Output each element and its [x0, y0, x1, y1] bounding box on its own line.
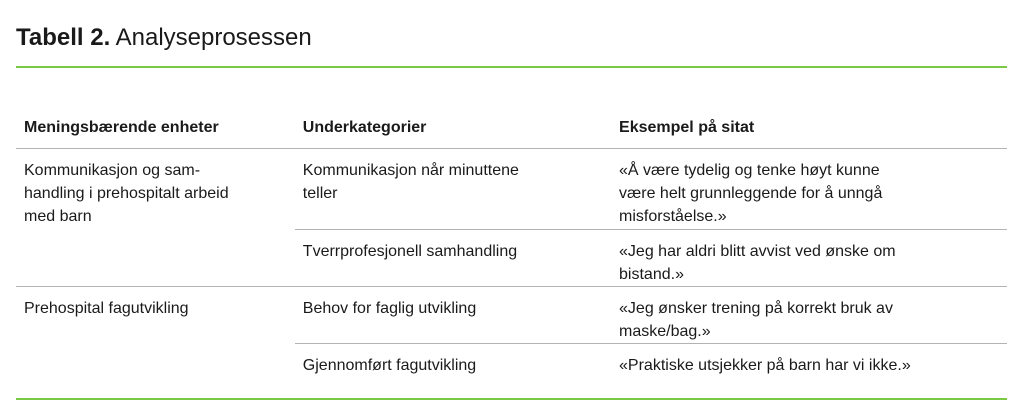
- table-header-row: [16, 108, 1007, 149]
- table-title: [16, 22, 312, 54]
- unit-cell: Kommunikasjon og sam- handling i prehospitalt arbeid med barn: [16, 149, 295, 287]
- column-header-units: Meningsbærende enheter: [16, 108, 295, 149]
- quote-cell: «Jeg ønsker trening på korrekt bruk av maske/bag.»: [611, 287, 1007, 344]
- subcategory-cell: Kommunikasjon når minuttene teller: [295, 149, 611, 230]
- table-row: [16, 149, 1007, 230]
- quote-cell: «Praktiske utsjekker på barn har vi ikke.»: [619, 357, 911, 374]
- bottom-green-rule: [16, 398, 1007, 400]
- column-header-quote: Eksempel på sitat: [611, 108, 1007, 149]
- quote-cell: «Jeg har aldri blitt avvist ved ønske om bistand.»: [611, 230, 1007, 287]
- subcategory-cell: Tverrprofesjonell samhandling: [295, 230, 611, 287]
- quote-cell: «Å være tydelig og tenke høyt kunne være helt grunnleggende for å unngå misforståelse.»: [611, 149, 1007, 230]
- subcategory-cell: Behov for faglig utvikling: [295, 287, 611, 344]
- unit-cell: Prehospital fagutvikling: [24, 300, 189, 317]
- analysis-table: [16, 108, 1007, 390]
- top-green-rule: [16, 66, 1007, 68]
- column-header-subcategories: Underkategorier: [295, 108, 611, 149]
- table-title-text: Analyseprosessen: [115, 24, 312, 51]
- subcategory-cell: Gjennomført fagutvikling: [302, 357, 477, 374]
- table-row: [16, 287, 1007, 344]
- table-title-label: Tabell 2.: [16, 24, 111, 51]
